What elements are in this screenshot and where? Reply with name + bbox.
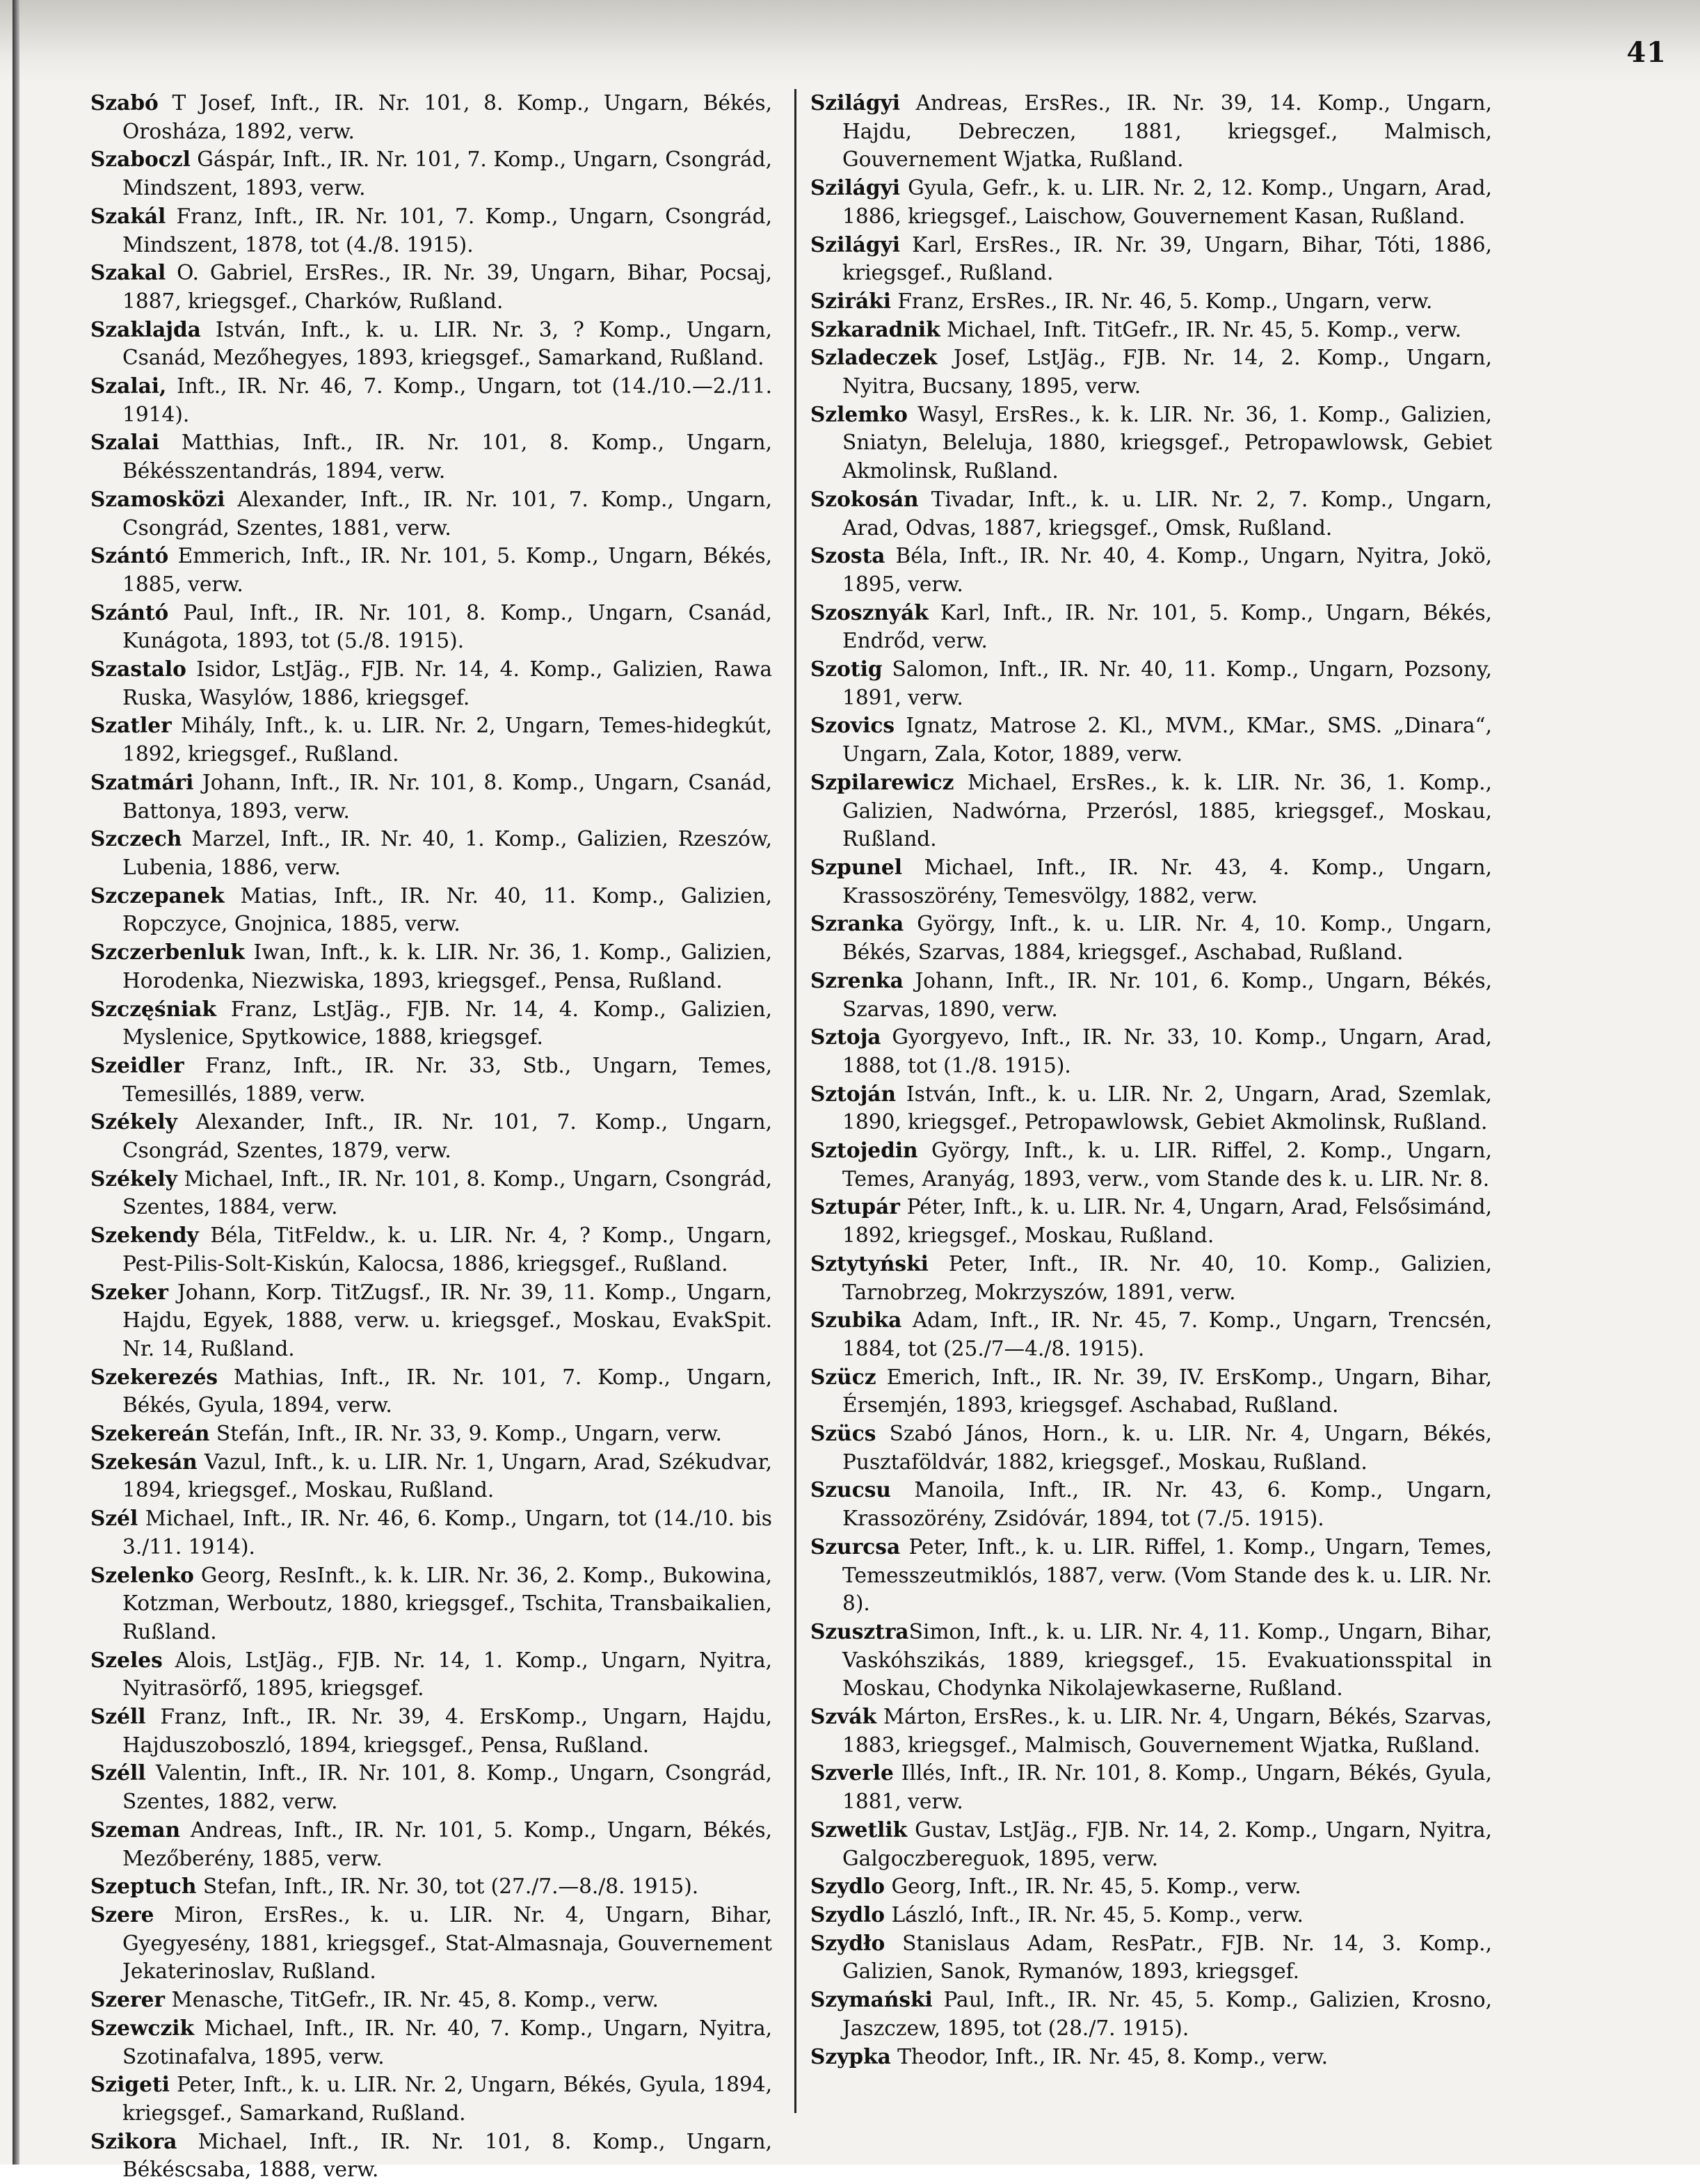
- entry-surname: Széll: [90, 1760, 146, 1785]
- entry-surname: Szastalo: [90, 657, 186, 682]
- entry-details: Josef, LstJäg., FJB. Nr. 14, 2. Komp., Ungarn, Nyitra, Bucsany, 1895, verw.: [842, 346, 1492, 399]
- entry-surname: Szeman: [90, 1817, 181, 1842]
- entry-details: Peter, Inft., k. u. LIR. Riffel, 1. Komp., Ungarn, Temes, Temesszeutmiklós, 1887, verw. (Vom Stande des k. u. LIR. Nr. 8).: [842, 1534, 1492, 1616]
- entry-surname: Szekendy: [90, 1223, 199, 1248]
- register-entry: [810, 1901, 1492, 1929]
- entry-details: Franz, Inft., IR. Nr. 39, 4. ErsKomp., Ungarn, Hajdu, Hajduszoboszló, 1894, kriegsgef., Pensa, Rußland.: [122, 1705, 772, 1757]
- register-entry: [810, 287, 1492, 316]
- entry-surname: Szere: [90, 1902, 154, 1927]
- entry-details: Szabó János, Horn., k. u. LIR. Nr. 4, Ungarn, Békés, Pusztaföldvár, 1882, kriegsgef., Moskau, Rußland.: [842, 1422, 1492, 1474]
- register-entry: [810, 1872, 1492, 1901]
- entry-surname: Sztytyński: [810, 1251, 929, 1276]
- register-entry: [810, 655, 1492, 712]
- entry-details: Michael, Inft., IR. Nr. 43, 4. Komp., Ungarn, Krassoszörény, Temesvölgy, 1882, verw.: [842, 855, 1492, 908]
- entry-details: Adam, Inft., IR. Nr. 45, 7. Komp., Ungarn, Trencsén, 1884, tot (25./7—4./8. 1915).: [842, 1308, 1492, 1360]
- entry-surname: Szvák: [810, 1704, 877, 1729]
- register-entry: [810, 1703, 1492, 1759]
- register-entry: [90, 1363, 772, 1420]
- entry-surname: Sztoja: [810, 1025, 881, 1050]
- entry-details: György, Inft., k. u. LIR. Riffel, 2. Komp., Ungarn, Temes, Aranyág, 1893, verw., vom Stande des k. u. LIR. Nr. 8.: [842, 1139, 1492, 1191]
- entry-surname: Szlemko: [810, 401, 908, 426]
- entry-surname: Szücs: [810, 1421, 876, 1446]
- register-entry: [810, 910, 1492, 966]
- entry-details: Johann, Korp. TitZugsf., IR. Nr. 39, 11. Komp., Ungarn, Hajdu, Egyek, 1888, verw. u. kriegsgef., Moskau, EvakSpit. Nr. 14, Rußland.: [122, 1280, 772, 1360]
- register-entry: [90, 145, 772, 202]
- register-entry: [810, 1929, 1492, 1986]
- entry-surname: Szamosközi: [90, 486, 225, 511]
- entry-surname: Szucsu: [810, 1477, 891, 1502]
- entry-surname: Szekesán: [90, 1449, 198, 1474]
- register-entry: [90, 1448, 772, 1504]
- entry-surname: Szpilarewicz: [810, 769, 954, 794]
- entry-details: István, Inft., k. u. LIR. Nr. 3, ? Komp., Ungarn, Csanád, Mezőhegyes, 1893, kriegsgef., Samarkand, Rußland.: [122, 317, 772, 370]
- entry-details: Paul, Inft., IR. Nr. 45, 5. Komp., Galizien, Krosno, Jaszczew, 1895, tot (28./7. 1915).: [842, 1988, 1492, 2040]
- column-divider: [794, 89, 796, 2113]
- register-entry: [810, 853, 1492, 910]
- register-entry: [810, 1306, 1492, 1363]
- register-entry: [810, 1420, 1492, 1476]
- entry-surname: Szrenka: [810, 967, 904, 993]
- entry-details: Michael, Inft., IR. Nr. 101, 8. Komp., Ungarn, Békéscsaba, 1888, verw.: [122, 2129, 772, 2182]
- entry-details: Theodor, Inft., IR. Nr. 45, 8. Komp., verw.: [890, 2044, 1329, 2069]
- entry-surname: Szladeczek: [810, 345, 938, 370]
- entry-surname: Szelenko: [90, 1562, 194, 1587]
- entry-surname: Szatmári: [90, 769, 194, 794]
- register-entry: [810, 89, 1492, 174]
- register-entry: [90, 2071, 772, 2127]
- register-entry: [90, 882, 772, 938]
- entry-details: Michael, Inft. TitGefr., IR. Nr. 45, 5. Komp., verw.: [940, 317, 1462, 342]
- register-entry: [90, 1420, 772, 1448]
- entry-surname: Szántó: [90, 543, 169, 568]
- entry-surname: Szczech: [90, 826, 182, 851]
- entry-details: Matias, Inft., IR. Nr. 40, 11. Komp., Galizien, Ropczyce, Gnojnica, 1885, verw.: [122, 883, 772, 936]
- register-entry: [810, 1533, 1492, 1618]
- entry-surname: Szilágyi: [810, 175, 900, 200]
- entry-details: Stanislaus Adam, ResPatr., FJB. Nr. 14, 3. Komp., Galizien, Sanok, Rymanów, 1893, kriegsgef.: [842, 1931, 1492, 1984]
- entry-details: Gáspár, Inft., IR. Nr. 101, 7. Komp., Ungarn, Csongrád, Mindszent, 1893, verw.: [122, 147, 772, 200]
- entry-surname: Szusztra: [810, 1619, 909, 1644]
- register-entry: [90, 1703, 772, 1759]
- entry-surname: Szalai,: [90, 374, 167, 399]
- register-entry: [90, 1052, 772, 1108]
- register-entry: [810, 1986, 1492, 2042]
- register-entry: [810, 1476, 1492, 1532]
- entry-surname: Szaklajda: [90, 316, 201, 342]
- entry-surname: Szaboczl: [90, 147, 191, 172]
- register-entry: [810, 599, 1492, 655]
- register-entry: [810, 769, 1492, 853]
- entry-surname: Székely: [90, 1109, 177, 1134]
- entry-details: O. Gabriel, ErsRes., IR. Nr. 39, Ungarn, Bihar, Pocsaj, 1887, kriegsgef., Charków, Rußland.: [122, 261, 772, 313]
- entry-surname: Szosta: [810, 543, 885, 568]
- entry-details: Illés, Inft., IR. Nr. 101, 8. Komp., Ungarn, Békés, Gyula, 1881, verw.: [842, 1761, 1492, 1814]
- register-entry: [810, 1080, 1492, 1137]
- register-entry: [90, 1504, 772, 1561]
- register-entry: [90, 1561, 772, 1646]
- left-column: [90, 89, 772, 2184]
- entry-details: Tivadar, Inft., k. u. LIR. Nr. 2, 7. Komp., Ungarn, Arad, Odvas, 1887, kriegsgef., Omsk, Rußland.: [842, 487, 1492, 540]
- register-entry: [90, 2014, 772, 2071]
- entry-surname: Szczepanek: [90, 883, 225, 908]
- register-entry: [810, 2043, 1492, 2071]
- entry-surname: Szakál: [90, 203, 166, 228]
- register-entry: [90, 1165, 772, 1221]
- entry-details: Gyula, Gefr., k. u. LIR. Nr. 2, 12. Komp., Ungarn, Arad, 1886, kriegsgef., Laischow, Gouvernement Kasan, Rußland.: [842, 176, 1492, 228]
- entry-surname: Szczęśniak: [90, 996, 216, 1021]
- page-number: 41: [1626, 36, 1667, 69]
- entry-details: Mihály, Inft., k. u. LIR. Nr. 2, Ungarn, Temes-hidegkút, 1892, kriegsgef., Rußland.: [122, 714, 772, 766]
- register-entry: [90, 372, 772, 428]
- entry-surname: Szubika: [810, 1308, 902, 1333]
- entry-details: Franz, Inft., IR. Nr. 33, Stb., Ungarn, Temes, Temesillés, 1889, verw.: [122, 1053, 772, 1106]
- entry-details: Andreas, ErsRes., IR. Nr. 39, 14. Komp., Ungarn, Hajdu, Debreczen, 1881, kriegsgef., Malmisch, Gouvernement Wjatka, Rußland.: [842, 91, 1492, 172]
- entry-surname: Sziráki: [810, 288, 891, 313]
- entry-surname: Szranka: [810, 911, 904, 936]
- register-entry: [810, 1618, 1492, 1703]
- register-entry: [90, 202, 772, 259]
- entry-surname: Szikora: [90, 2128, 177, 2153]
- entry-surname: Szeles: [90, 1647, 163, 1672]
- entry-details: Iwan, Inft., k. k. LIR. Nr. 36, 1. Komp., Galizien, Horodenka, Niezwiska, 1893, kriegsgef., Pensa, Rußland.: [122, 940, 772, 993]
- entry-surname: Székely: [90, 1166, 177, 1191]
- entry-details: Béla, Inft., IR. Nr. 40, 4. Komp., Ungarn, Nyitra, Jokö, 1895, verw.: [842, 544, 1492, 596]
- register-entry: [90, 1872, 772, 1901]
- entry-details: Michael, ErsRes., k. k. LIR. Nr. 36, 1. Komp., Galizien, Nadwórna, Przerósl, 1885, kriegsgef., Moskau, Rußland.: [842, 770, 1492, 851]
- entry-surname: Szerer: [90, 1987, 166, 2012]
- entry-details: Marzel, Inft., IR. Nr. 40, 1. Komp., Galizien, Rzeszów, Lubenia, 1886, verw.: [122, 827, 772, 879]
- entry-details: Valentin, Inft., IR. Nr. 101, 8. Komp., Ungarn, Csongrád, Szentes, 1882, verw.: [122, 1761, 772, 1814]
- entry-surname: Szekereán: [90, 1421, 210, 1446]
- entry-surname: Szewczik: [90, 2015, 195, 2040]
- entry-surname: Szydło: [810, 1930, 885, 1955]
- register-entry: [810, 485, 1492, 542]
- register-entry: [90, 1278, 772, 1363]
- entry-details: Alexander, Inft., IR. Nr. 101, 7. Komp., Ungarn, Csongrád, Szentes, 1881, verw.: [122, 487, 772, 540]
- entry-surname: Sztoján: [810, 1081, 896, 1106]
- entry-surname: Sztupár: [810, 1194, 900, 1219]
- entry-details: Michael, Inft., IR. Nr. 101, 8. Komp., Ungarn, Csongrád, Szentes, 1884, verw.: [122, 1166, 772, 1219]
- entry-details: Michael, Inft., IR. Nr. 40, 7. Komp., Ungarn, Nyitra, Szotinafalva, 1895, verw.: [122, 2016, 772, 2069]
- register-entry: [810, 1193, 1492, 1249]
- entry-surname: Szotig: [810, 657, 883, 682]
- entry-details: István, Inft., k. u. LIR. Nr. 2, Ungarn, Arad, Szemlak, 1890, kriegsgef., Petropawlowsk, Gebiet Akmolinsk, Rußland.: [842, 1082, 1492, 1134]
- register-entry: [810, 401, 1492, 485]
- register-entry: [90, 825, 772, 881]
- register-entry: [810, 174, 1492, 230]
- entry-details: Georg, Inft., IR. Nr. 45, 5. Komp., verw.: [885, 1874, 1301, 1899]
- register-entry: [90, 995, 772, 1052]
- entry-details: Gyorgyevo, Inft., IR. Nr. 33, 10. Komp., Ungarn, Arad, 1888, tot (1./8. 1915).: [842, 1025, 1492, 1077]
- entry-surname: Széll: [90, 1704, 146, 1729]
- entry-details: Franz, Inft., IR. Nr. 101, 7. Komp., Ungarn, Csongrád, Mindszent, 1878, tot (4./8. 1915).: [122, 204, 772, 257]
- entry-details: Manoila, Inft., IR. Nr. 43, 6. Komp., Ungarn, Krassozörény, Zsidóvár, 1894, tot (7./5. 1915).: [842, 1478, 1492, 1531]
- entry-surname: Szél: [90, 1506, 138, 1531]
- entry-surname: Szokosán: [810, 486, 919, 511]
- register-entry: [810, 542, 1492, 598]
- entry-surname: Szovics: [810, 713, 895, 738]
- register-entry: [810, 967, 1492, 1023]
- entry-details: Alois, LstJäg., FJB. Nr. 14, 1. Komp., Ungarn, Nyitra, Nyitrasörfő, 1895, kriegsgef.: [122, 1648, 772, 1701]
- entry-details: Karl, Inft., IR. Nr. 101, 5. Komp., Ungarn, Békés, Endrőd, verw.: [842, 600, 1492, 653]
- entry-details: Johann, Inft., IR. Nr. 101, 8. Komp., Ungarn, Csanád, Battonya, 1893, verw.: [122, 770, 772, 823]
- entry-details: Johann, Inft., IR. Nr. 101, 6. Komp., Ungarn, Békés, Szarvas, 1890, verw.: [842, 968, 1492, 1021]
- entry-surname: Szilágyi: [810, 90, 900, 115]
- entry-details: László, Inft., IR. Nr. 45, 5. Komp., verw.: [885, 1903, 1304, 1927]
- entry-details: Vazul, Inft., k. u. LIR. Nr. 1, Ungarn, Arad, Székudvar, 1894, kriegsgef., Moskau, Rußland.: [122, 1450, 772, 1502]
- register-entry: [90, 655, 772, 712]
- register-entry: [90, 2128, 772, 2184]
- entry-surname: Szydlo: [810, 1874, 885, 1899]
- entry-details: Péter, Inft., k. u. LIR. Nr. 4, Ungarn, Arad, Felsősimánd, 1892, kriegsgef., Moskau, Rußland.: [842, 1195, 1492, 1248]
- entry-details: Paul, Inft., IR. Nr. 101, 8. Komp., Ungarn, Csanád, Kunágota, 1893, tot (5./8. 1915).: [122, 600, 772, 653]
- entry-details: Georg, ResInft., k. k. LIR. Nr. 36, 2. Komp., Bukowina, Kotzman, Werboutz, 1880, kriegsgef., Tschita, Transbaikalien, Rußland.: [122, 1563, 772, 1644]
- entry-details: Michael, Inft., IR. Nr. 46, 6. Komp., Ungarn, tot (14./10. bis 3./11. 1914).: [122, 1507, 772, 1559]
- register-entry: [810, 1023, 1492, 1079]
- register-entry: [810, 1250, 1492, 1306]
- entry-details: Béla, TitFeldw., k. u. LIR. Nr. 4, ? Komp., Ungarn, Pest-Pilis-Solt-Kiskún, Kalocsa, 1886, kriegsgef., Rußland.: [122, 1223, 772, 1276]
- entry-details: Franz, LstJäg., FJB. Nr. 14, 4. Komp., Galizien, Myslenice, Spytkowice, 1888, kriegsgef.: [122, 997, 772, 1050]
- entry-surname: Szücz: [810, 1364, 876, 1389]
- entry-details: Matthias, Inft., IR. Nr. 101, 8. Komp., Ungarn, Békésszentandrás, 1894, verw.: [122, 431, 772, 483]
- entry-details: Karl, ErsRes., IR. Nr. 39, Ungarn, Bihar, Tóti, 1886, kriegsgef., Rußland.: [842, 232, 1492, 285]
- entry-details: Gustav, LstJäg., FJB. Nr. 14, 2. Komp., Ungarn, Nyitra, Galgoczbereguok, 1895, verw.: [842, 1817, 1492, 1870]
- entry-details: Ignatz, Matrose 2. Kl., MVM., KMar., SMS. „Dinara“, Ungarn, Zala, Kotor, 1889, verw.: [842, 714, 1492, 766]
- entry-details: Peter, Inft., IR. Nr. 40, 10. Komp., Galizien, Tarnobrzeg, Mokrzyszów, 1891, verw.: [842, 1251, 1492, 1304]
- register-entry: [90, 1816, 772, 1872]
- entry-surname: Szverle: [810, 1760, 894, 1785]
- register-entry: [90, 1108, 772, 1164]
- entry-surname: Szeker: [90, 1279, 168, 1304]
- entry-surname: Szilágyi: [810, 232, 900, 257]
- entry-surname: Szeptuch: [90, 1874, 197, 1899]
- entry-details: Wasyl, ErsRes., k. k. LIR. Nr. 36, 1. Komp., Galizien, Sniatyn, Beleluja, 1880, kriegsgef., Petropawlowsk, Gebiet Akmolinsk, Rußland.: [842, 402, 1492, 483]
- register-entry: [90, 712, 772, 768]
- entry-surname: Szydlo: [810, 1902, 885, 1927]
- register-entry: [810, 1759, 1492, 1815]
- register-entry: [90, 599, 772, 655]
- entry-surname: Sztojedin: [810, 1138, 918, 1163]
- entry-details: Peter, Inft., k. u. LIR. Nr. 2, Ungarn, Békés, Gyula, 1894, kriegsgef., Samarkand, Rußland.: [122, 2073, 772, 2125]
- entry-details: Stefán, Inft., IR. Nr. 33, 9. Komp., Ungarn, verw.: [209, 1422, 722, 1446]
- register-entry: [810, 344, 1492, 400]
- entry-details: Andreas, Inft., IR. Nr. 101, 5. Komp., Ungarn, Békés, Mezőberény, 1885, verw.: [122, 1817, 772, 1870]
- entry-surname: Szigeti: [90, 2072, 170, 2097]
- register-entry: [810, 231, 1492, 287]
- register-entry: [90, 1901, 772, 1986]
- entry-details: Simon, Inft., k. u. LIR. Nr. 4, 11. Komp., Ungarn, Bihar, Vaskóhszikás, 1889, kriegsgef., 15. Evakuationsspital in Moskau, Chodynka Nikolajewkaserne, Rußland.: [842, 1619, 1492, 1701]
- register-entry: [90, 769, 772, 825]
- entry-surname: Szántó: [90, 600, 169, 625]
- entry-details: György, Inft., k. u. LIR. Nr. 4, 10. Komp., Ungarn, Békés, Szarvas, 1884, kriegsgef., Aschabad, Rußland.: [842, 912, 1492, 965]
- register-entry: [90, 89, 772, 145]
- entry-details: Inft., IR. Nr. 46, 7. Komp., Ungarn, tot (14./10.—2./11. 1914).: [122, 374, 772, 426]
- register-entry: [810, 1816, 1492, 1872]
- register-entry: [810, 712, 1492, 768]
- register-entry: [90, 542, 772, 598]
- entry-details: T Josef, Inft., IR. Nr. 101, 8. Komp., Ungarn, Békés, Orosháza, 1892, verw.: [122, 91, 772, 143]
- entry-details: Stefan, Inft., IR. Nr. 30, tot (27./7.—8./8. 1915).: [196, 1874, 699, 1899]
- register-entry: [90, 1221, 772, 1278]
- register-entry: [810, 1363, 1492, 1420]
- entry-details: Márton, ErsRes., k. u. LIR. Nr. 4, Ungarn, Békés, Szarvas, 1883, kriegsgef., Malmisch, Gouvernement Wjatka, Rußland.: [842, 1705, 1492, 1757]
- entry-details: Miron, ErsRes., k. u. LIR. Nr. 4, Ungarn, Bihar, Gyegyesény, 1881, kriegsgef., Stat-Almasnaja, Gouvernement Jekaterinoslav, Rußland.: [122, 1903, 772, 1984]
- entry-surname: Szatler: [90, 713, 172, 738]
- register-entry: [90, 1986, 772, 2014]
- entry-surname: Szkaradnik: [810, 316, 940, 342]
- entry-surname: Szosznyák: [810, 600, 929, 625]
- entry-surname: Szeidler: [90, 1052, 184, 1077]
- entry-details: Franz, ErsRes., IR. Nr. 46, 5. Komp., Ungarn, verw.: [890, 289, 1433, 313]
- entry-surname: Szymański: [810, 1987, 933, 2012]
- entry-details: Mathias, Inft., IR. Nr. 101, 7. Komp., Ungarn, Békés, Gyula, 1894, verw.: [122, 1365, 772, 1418]
- register-entry: [90, 1646, 772, 1703]
- entry-details: Isidor, LstJäg., FJB. Nr. 14, 4. Komp., Galizien, Rawa Ruska, Wasylów, 1886, kriegsgef.: [122, 657, 772, 709]
- entry-surname: Szabó: [90, 90, 159, 115]
- entry-details: Salomon, Inft., IR. Nr. 40, 11. Komp., Ungarn, Pozsony, 1891, verw.: [842, 657, 1492, 709]
- entry-details: Emmerich, Inft., IR. Nr. 101, 5. Komp., Ungarn, Békés, 1885, verw.: [122, 544, 772, 596]
- entry-details: Menasche, TitGefr., IR. Nr. 45, 8. Komp., verw.: [165, 1988, 659, 2012]
- register-entry: [90, 1759, 772, 1815]
- scan-top-shadow: [0, 0, 1700, 83]
- entry-surname: Szekerezés: [90, 1364, 218, 1389]
- register-entry: [90, 938, 772, 995]
- entry-surname: Szpunel: [810, 854, 902, 879]
- right-column: [810, 89, 1492, 2071]
- entry-details: Alexander, Inft., IR. Nr. 101, 7. Komp., Ungarn, Csongrád, Szentes, 1879, verw.: [122, 1110, 772, 1163]
- entry-surname: Szakal: [90, 260, 166, 285]
- entry-surname: Szypka: [810, 2044, 891, 2069]
- entry-surname: Szczerbenluk: [90, 940, 245, 965]
- register-entry: [90, 316, 772, 372]
- register-entry: [810, 316, 1492, 344]
- entry-surname: Szurcsa: [810, 1534, 901, 1559]
- register-entry: [810, 1137, 1492, 1193]
- entry-surname: Szalai: [90, 430, 160, 455]
- register-entry: [90, 428, 772, 485]
- entry-details: Emerich, Inft., IR. Nr. 39, IV. ErsKomp., Ungarn, Bihar, Érsemjén, 1893, kriegsgef. Aschabad, Rußland.: [842, 1365, 1492, 1418]
- register-entry: [90, 485, 772, 542]
- register-entry: [90, 259, 772, 315]
- entry-surname: Szwetlik: [810, 1817, 908, 1842]
- scan-left-edge: [13, 0, 19, 2165]
